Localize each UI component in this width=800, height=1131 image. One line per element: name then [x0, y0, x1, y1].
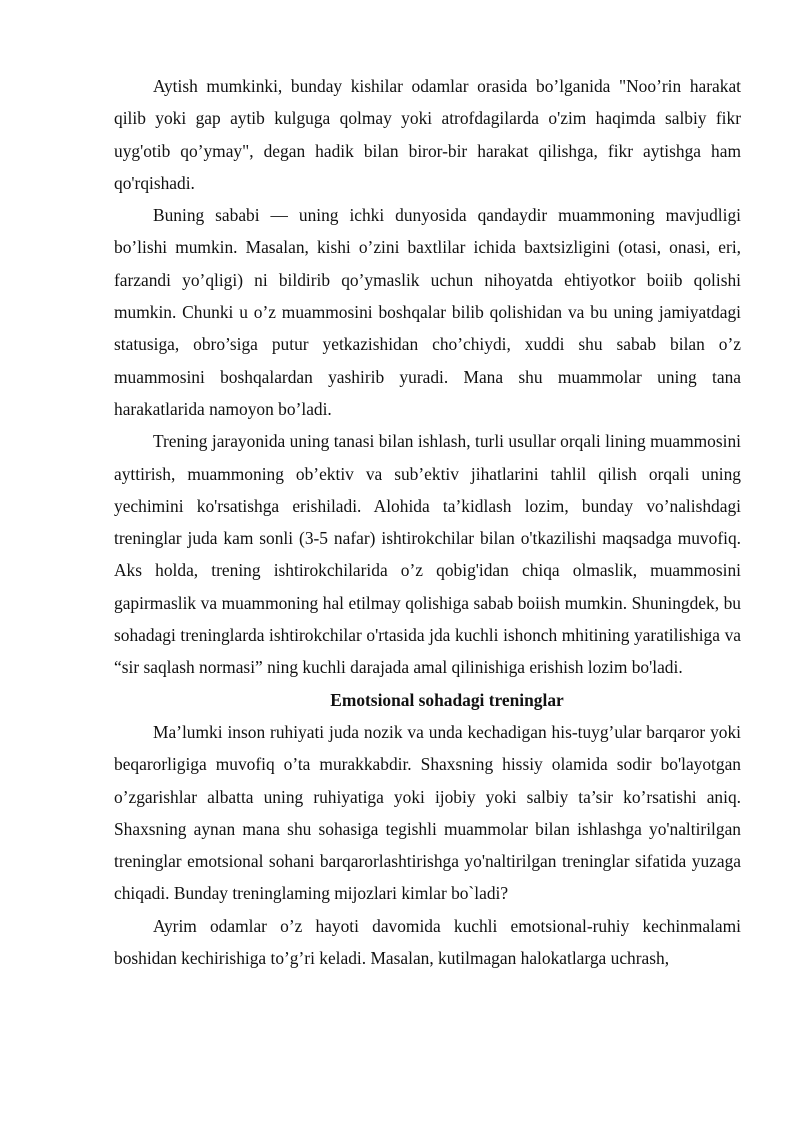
- section-heading: Emotsional sohadagi treninglar: [330, 689, 564, 710]
- paragraph-2: Buning sababi — uning ichki dunyosida qandaydir muammoning mavjudligi bo’lishi mumkin. Masalan, kishi o’zini baxtlilar ichida baxtsizligini (otasi, onasi, eri, farzandi yo’qligi) ni bildirib qo’ymaslik uchun nihoyatda ehtiyotkor boiib qolishi mumkin. Chunki u o’z muammosini boshqalar bilib qolishidan va bu uning jamiyatdagi statusiga, obro’siga putur yetkazishidan cho’chiydi, xuddi shu sabab bilan o’z muammosini boshqalardan yashirib yuradi. Mana shu muammolar uning tana harakatlarida namoyon bo’ladi.: [114, 205, 741, 419]
- paragraph-4: Ma’lumki inson ruhiyati juda nozik va unda kechadigan his-tuyg’ular barqaror yoki beqarorligiga muvofiq o’ta murakkabdir. Shaxsning hissiy olamida sodir bo'layotgan o’zgarishlar albatta uning ruhiyatiga yoki ijobiy yoki salbiy ta’sir ko’rsatishi aniq. Shaxsning aynan mana shu sohasiga tegishli muammolar bilan ishlashga yo'naltirilgan treninglar emotsional sohani barqarorlashtirishga yo'naltirilgan treninglar sifatida yuzaga chiqadi. Bunday treninglaming mijozlari kimlar bo`ladi?: [114, 721, 741, 904]
- paragraph-1: Aytish mumkinki, bunday kishilar odamlar orasida bo’lganida "Noo’rin harakat qilib yoki gap aytib kulguga qolmay yoki atrofdagilarda o'zim haqimda salbiy fikr uyg'otib qo’ymay", degan hadik bilan biror-bir harakat qilishga, fikr aytishga ham qo'rqishadi.: [114, 76, 741, 193]
- paragraph-5: Ayrim odamlar o’z hayoti davomida kuchli emotsional-ruhiy kechinmalami boshidan kechirishiga to’g’ri keladi. Masalan, kutilmagan halokatlarga uchrash,: [114, 915, 741, 969]
- document-page: [114, 70, 741, 974]
- paragraph-3: Trening jarayonida uning tanasi bilan ishlash, turli usullar orqali lining muammosini ayttirish, muammoning ob’ektiv va sub’ektiv jihatlarini tahlil qilish orqali uning yechimini ko'rsatishga erishiladi. Alohida ta’kidlash lozim, bunday vo’nalishdagi treninglar juda kam sonli (3-5 nafar) ishtirokchilar bilan o'tkazilishi maqsadga muvofiq. Aks holda, trening ishtirokchilarida o’z qobig'idan chiqa olmaslik, muammosini gapirmaslik va muammoning hal etilmay qolishiga sabab boiish mumkin. Shuningdek, bu sohadagi treninglarda ishtirokchilar o'rtasida jda kuchli ishonch mhitining yaratilishiga va “sir saqlash normasi” ning kuchli darajada amal qilinishiga erishish lozim bo'ladi.: [114, 431, 741, 678]
